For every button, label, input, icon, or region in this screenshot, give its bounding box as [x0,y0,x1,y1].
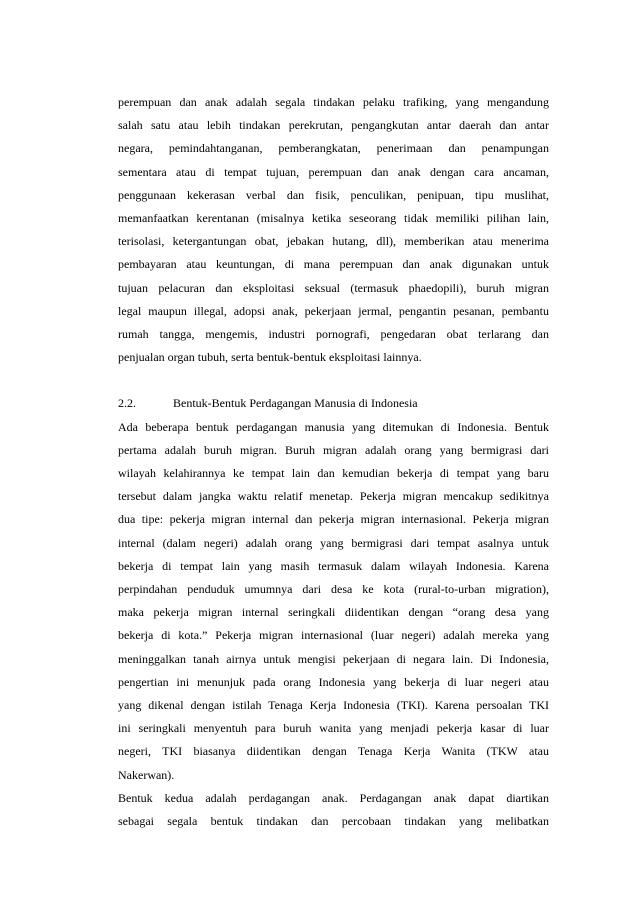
text-line: penjualan organ tubuh, serta bentuk-bentuk eksploitasi lainnya. [118,350,422,365]
text-line: bekerja di kota.” Pekerja migran internasional (luar negeri) adalah mereka yang [118,628,549,643]
paragraph-spacer [118,369,549,392]
text-line: sebagai segala bentuk tindakan dan percobaan tindakan yang melibatkan [118,814,549,829]
text-line: Ada beberapa bentuk perdagangan manusia yang ditemukan di Indonesia. Bentuk [118,419,549,434]
section-title: Bentuk-Bentuk Perdagangan Manusia di Indonesia [173,396,418,411]
text-line: yang dikenal dengan istilah Tenaga Kerja Indonesia (TKI). Karena persoalan TKI [118,698,549,713]
text-line: memanfaatkan kerentanan (misalnya ketika seseorang tidak memiliki pilihan lain, [118,211,549,226]
text-line: legal maupun illegal, adopsi anak, pekerjaan jermal, pengantin pesanan, pembantu [118,303,549,318]
text-line: salah satu atau lebih tindakan perekrutan, pengangkutan antar daerah dan antar [118,118,549,133]
text-line: perpindahan penduduk umumnya dari desa ke kota (rural-to-urban migration), [118,582,549,597]
text-line: tujuan pelacuran dan eksploitasi seksual (termasuk phaedopili), buruh migran [118,280,549,295]
text-line: negara, pemindahtanganan, pemberangkatan, penerimaan dan penampungan [118,141,549,156]
text-line: bekerja di tempat lain yang masih termasuk dalam wilayah Indonesia. Karena [118,558,549,573]
text-line: ini seringkali menyentuh para buruh wanita yang menjadi pekerja kasar di luar [118,721,549,736]
text-line: negeri, TKI biasanya diidentikan dengan Tenaga Kerja Wanita (TKW atau [118,744,549,759]
body-text [118,91,549,833]
text-line: Nakerwan). [118,767,175,782]
text-line: maka pekerja migran internal seringkali diidentikan dengan “orang desa yang [118,605,549,620]
text-line: pengertian ini menunjuk pada orang Indonesia yang bekerja di luar negeri atau [118,674,549,689]
text-line: rumah tangga, mengemis, industri pornografi, pengedaran obat terlarang dan [118,327,549,342]
paragraph-2 [118,416,549,787]
text-line: perempuan dan anak adalah segala tindakan pelaku trafiking, yang mengandung [118,95,549,109]
text-line: internal (dalam negeri) adalah orang yang bermigrasi dari tempat asalnya untuk [118,535,549,550]
text-line: Bentuk kedua adalah perdagangan anak. Perdagangan anak dapat diartikan [118,790,549,805]
text-line: sementara atau di tempat tujuan, perempuan dan anak dengan cara ancaman, [118,164,549,179]
text-line: terisolasi, ketergantungan obat, jebakan hutang, dll), memberikan atau menerima [118,234,549,249]
text-line: wilayah kelahirannya ke tempat lain dan kemudian bekerja di tempat yang baru [118,466,549,481]
section-number: 2.2. [118,396,136,411]
text-line: dua tipe: pekerja migran internal dan pekerja migran internasional. Pekerja migran [118,512,549,527]
section-heading [118,392,549,415]
paragraph-1 [118,91,549,369]
paragraph-3 [118,787,549,833]
text-line: pembayaran atau keuntungan, di mana perempuan dan anak digunakan untuk [118,257,549,272]
text-line: tersebut dalam jangka waktu relatif menetap. Pekerja migran mencakup sedikitnya [118,489,549,504]
text-line: pertama adalah buruh migran. Buruh migran adalah orang yang bermigrasi dari [118,442,549,457]
text-line: meninggalkan tanah airnya untuk mengisi pekerjaan di negara lain. Di Indonesia, [118,651,549,666]
text-line: penggunaan kekerasan verbal dan fisik, penculikan, penipuan, tipu muslihat, [118,187,549,202]
